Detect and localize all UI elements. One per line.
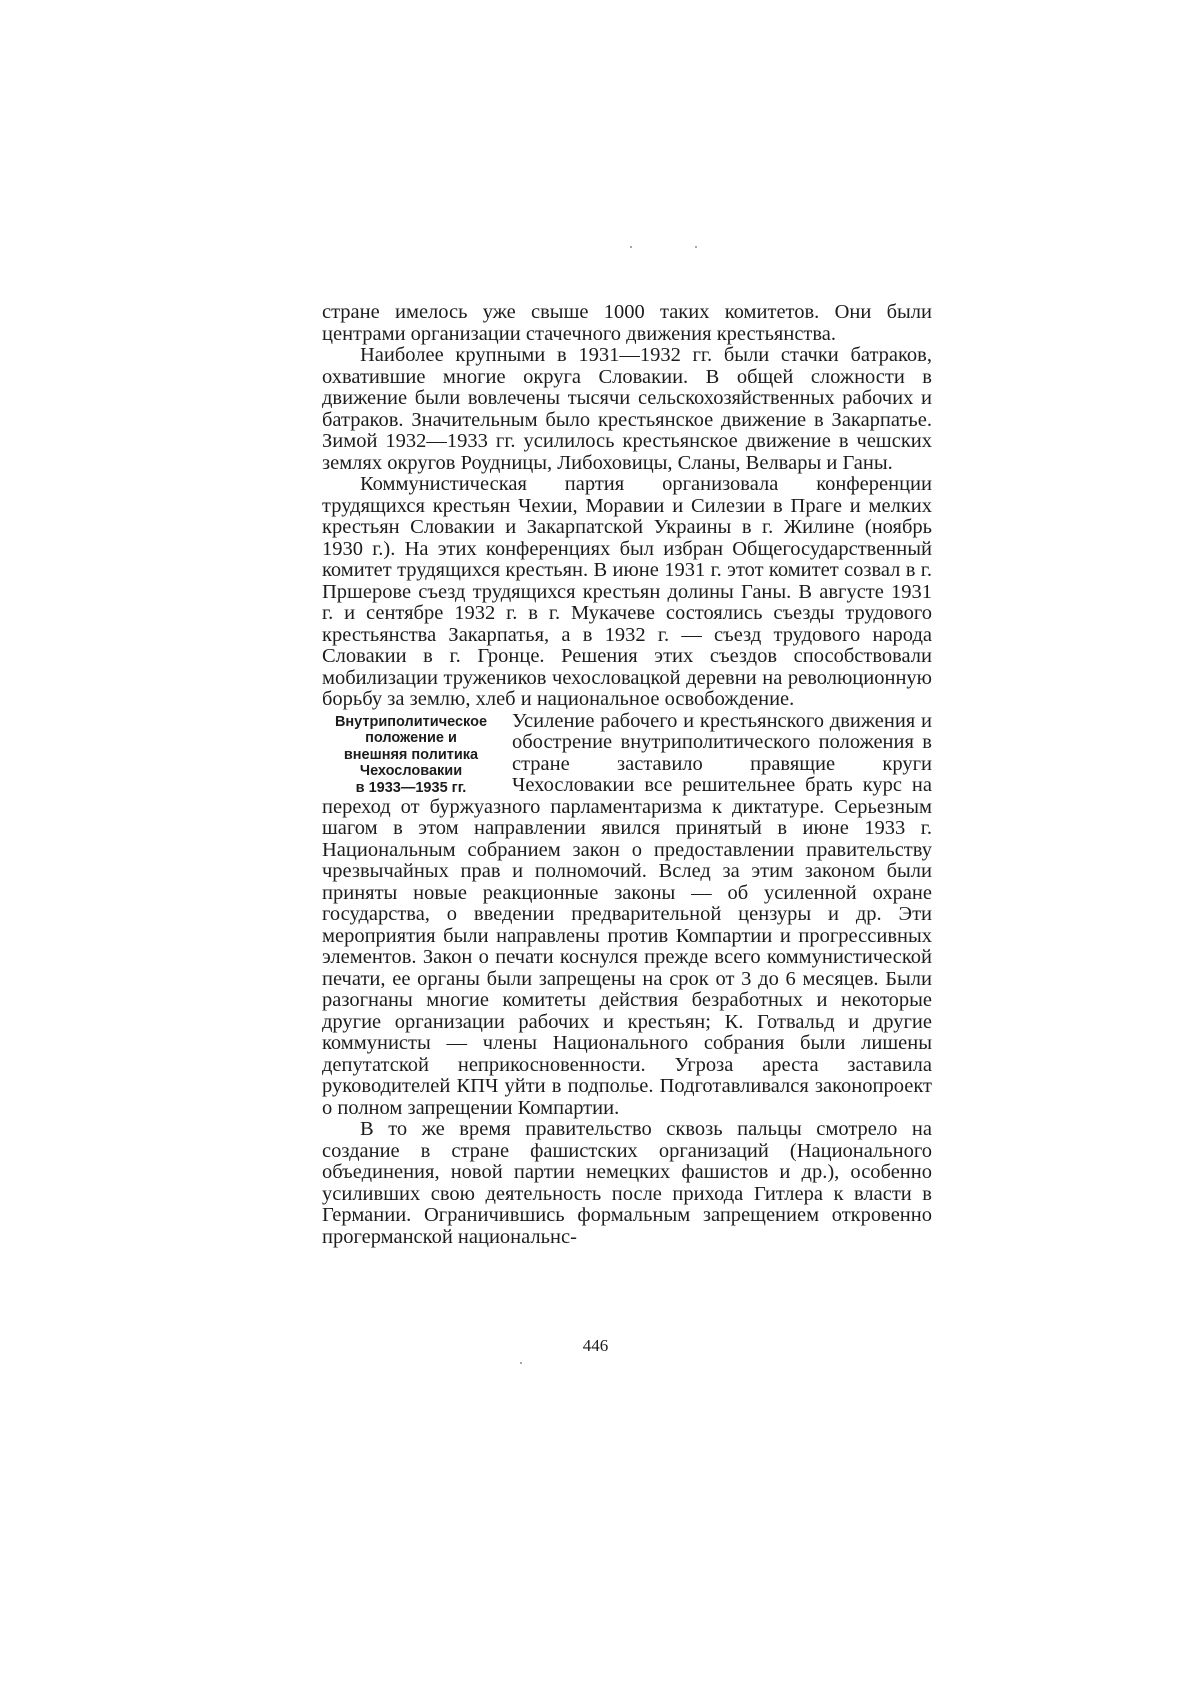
paragraph-5: В то же время правительство сквозь пальцы смотрело на создание в стране фашистских организаций (Национального объединения, новой партии немецких фашистов и др.), особенно усиливших свою деятельность после прихода Гитлера к власти в Германии. Ограничившись формальным запрещением откровенно прогерманской национальнс- (322, 1118, 932, 1248)
margin-heading (322, 714, 500, 797)
margin-heading-line: положение и (365, 730, 457, 746)
paragraph-1: стране имелось уже свыше 1000 таких комитетов. Они были центрами организации стачечного движения крестьянства. (322, 301, 932, 345)
scan-speck (695, 246, 697, 248)
margin-heading-line: Внутриполитическое (334, 713, 488, 730)
page-body (322, 302, 932, 1248)
margin-heading-line: внешняя политика (343, 746, 479, 763)
paragraph-3: Коммунистическая партия организовала конференции трудящихся крестьян Чехии, Моравии и Силезии в Праге и мелких крестьян Словакии и Закарпатской Украины в г. Жилине (ноябрь 1930 г.). На этих конференциях был избран Общегосударственный комитет трудящихся крестьян. В июне 1931 г. этот комитет созвал в г. Пршерове съезд трудящихся крестьян долины Ганы. В августе 1931 г. и сентябре 1932 г. в г. Мукачеве состоялись съезды трудового крестьянства Закарпатья, а в 1932 г. — съезд трудового народа Словакии в г. Гронце. Решения этих съездов способствовали мобилизации тружеников чехословацкой деревни на революционную борьбу за землю, хлеб и национальное освобождение. (322, 473, 932, 710)
paragraph-2: Наиболее крупными в 1931—1932 гг. были стачки батраков, охватившие многие округа Словакии. В общей сложности в движение были вовлечены тысячи сельскохозяйственных рабочих и батраков. Значительным было крестьянское движение в Закарпатье. Зимой 1932—1933 гг. усилилось крестьянское движение в чешских землях округов Роудницы, Либоховицы, Сланы, Велвары и Ганы. (322, 344, 932, 474)
page-number: 446 (582, 1336, 609, 1355)
scan-speck (520, 1362, 522, 1364)
margin-heading-line: Чехословакии (359, 763, 463, 779)
margin-heading-line: в 1933—1935 гг. (355, 779, 467, 796)
scan-speck (630, 246, 632, 248)
paragraph-4: Усиление рабочего и крестьянского движения и обострение внутриполитического положения в стране заставило правящие круги Чехословакии все решительнее брать курс на переход от буржуазного парламентаризма к диктатуре. Серьезным шагом в этом направлении явился принятый в июне 1933 г. Национальным собранием закон о предоставлении правительству чрезвычайных прав и полномочий. Вслед за этим законом были приняты новые реакционные законы — об усиленной охране государства, о введении предварительной цензуры и др. Эти мероприятия были направлены против Компартии и прогрессивных элементов. Закон о печати коснулся прежде всего коммунистической печати, ее органы были запрещены на срок от 3 до 6 месяцев. Были разогнаны многие комитеты действия безработных и некоторые другие организации рабочих и крестьян; К. Готвальд и другие коммунисты — члены Национального собрания были лишены депутатской неприкосновенности. Угроза ареста заставила руководителей КПЧ уйти в подполье. Подготавливался законопроект о полном запрещении Компартии. (322, 709, 932, 1119)
